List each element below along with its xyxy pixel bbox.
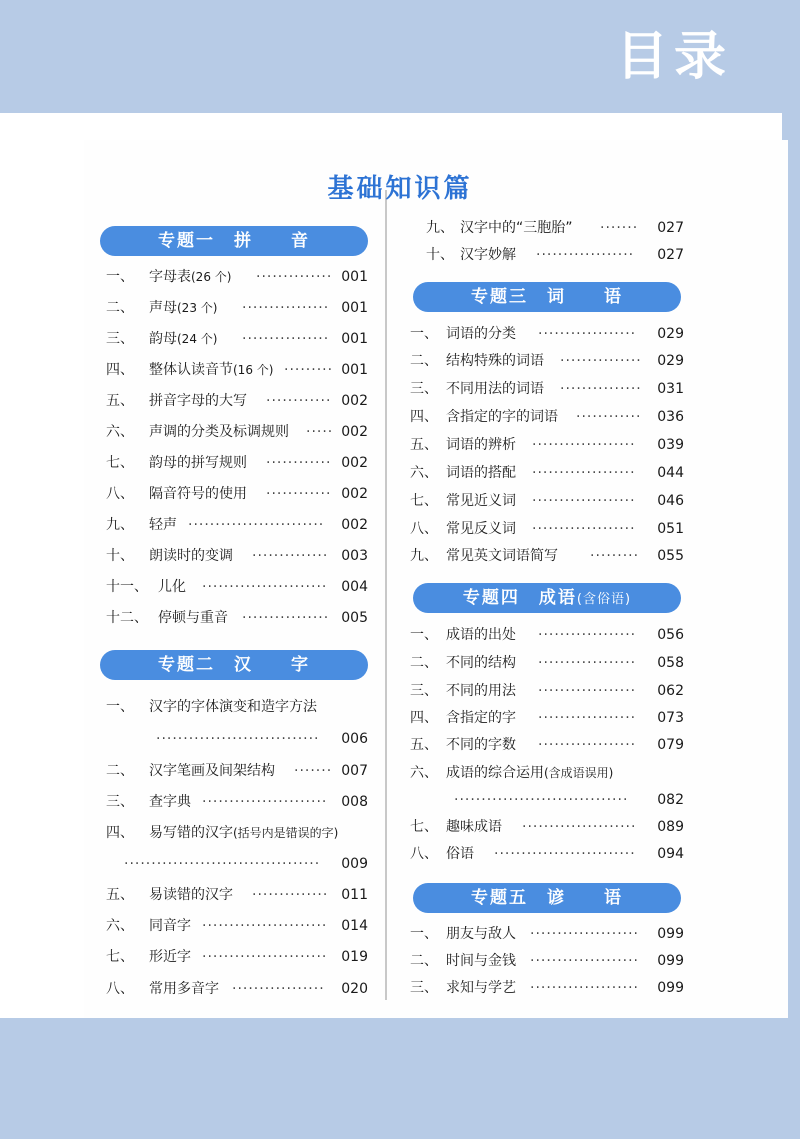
leader-dots: ·······	[600, 220, 639, 236]
leader-dots: ··················	[538, 326, 637, 342]
entry-label: 词语的搭配	[446, 465, 516, 481]
leader-dots: ················	[242, 331, 330, 347]
entry-page: 073	[657, 710, 684, 726]
entry-number: 五、	[410, 437, 438, 453]
toc-entry-continued[interactable]	[106, 728, 368, 750]
entry-number: 一、	[410, 926, 438, 942]
entry-page: 079	[657, 737, 684, 753]
leader-dots: ···················	[532, 521, 636, 537]
leader-dots: ·········	[590, 548, 640, 564]
entry-number: 九、	[426, 220, 454, 236]
toc-entry[interactable]	[106, 822, 368, 844]
topic-header-3[interactable]	[413, 282, 681, 312]
entry-page: 005	[341, 610, 368, 626]
entry-number: 一、	[410, 326, 438, 342]
entry-page: 027	[657, 220, 684, 236]
section-title: 基础知识篇	[327, 174, 473, 204]
leader-dots: ····································	[124, 856, 321, 872]
leader-dots: ··················	[538, 737, 637, 753]
entry-label: 词语的分类	[446, 326, 516, 342]
entry-page: 001	[341, 331, 368, 347]
entry-page: 055	[657, 548, 684, 564]
entry-title	[149, 297, 217, 319]
topic-header-label: 专题三 词 语	[471, 287, 623, 307]
leader-dots: ················	[242, 610, 330, 626]
toc-entry[interactable]	[106, 946, 368, 968]
leader-dots: ··············	[252, 887, 329, 903]
entry-number: 二、	[410, 953, 438, 969]
entry-label: 查字典	[149, 794, 191, 810]
entry-page: 039	[657, 437, 684, 453]
toc-entry[interactable]	[106, 328, 368, 350]
entry-label: 不同的用法	[446, 683, 516, 699]
entry-page: 002	[341, 424, 368, 440]
leader-dots: ··················	[538, 683, 637, 699]
entry-page: 099	[657, 980, 684, 996]
leader-dots: ··················	[536, 247, 635, 263]
entry-label: 常见近义词	[446, 493, 516, 509]
entry-label: 韵母	[149, 331, 177, 347]
leader-dots: ·························	[188, 517, 325, 533]
entry-page: 002	[341, 455, 368, 471]
entry-page: 099	[657, 926, 684, 942]
toc-entry[interactable]	[410, 434, 684, 456]
entry-label: 含指定的字	[446, 710, 516, 726]
entry-page: 020	[341, 981, 368, 997]
entry-page: 001	[341, 300, 368, 316]
leader-dots: ············	[266, 455, 332, 471]
toc-entry[interactable]	[106, 483, 368, 505]
entry-label: 汉字妙解	[460, 247, 516, 263]
topic-header-5[interactable]	[413, 883, 681, 913]
entry-note: (23 个)	[177, 301, 218, 315]
entry-number: 九、	[106, 517, 134, 533]
entry-label: 常见反义词	[446, 521, 516, 537]
entry-page: 036	[657, 409, 684, 425]
entry-page: 099	[657, 953, 684, 969]
entry-number: 八、	[410, 521, 438, 537]
toc-entry[interactable]	[410, 950, 684, 972]
leader-dots: ····················	[530, 926, 640, 942]
toc-entry[interactable]	[106, 760, 368, 782]
entry-label: 韵母的拼写规则	[149, 455, 247, 471]
entry-label: 整体认读音节	[149, 362, 233, 378]
leader-dots: ···················	[532, 437, 636, 453]
leader-dots: ··················	[538, 627, 637, 643]
entry-number: 三、	[410, 683, 438, 699]
column-divider	[385, 190, 387, 1000]
leader-dots: ··························	[494, 846, 636, 862]
topic-header-2[interactable]	[100, 650, 368, 680]
toc-entry[interactable]	[106, 266, 368, 288]
entry-page: 046	[657, 493, 684, 509]
entry-page: 002	[341, 393, 368, 409]
entry-title	[149, 822, 338, 844]
entry-page: 027	[657, 247, 684, 263]
toc-entry[interactable]	[410, 652, 684, 674]
entry-label: 汉字的字体演变和造字方法	[149, 699, 317, 715]
leader-dots: ···············	[560, 381, 642, 397]
entry-number: 二、	[106, 763, 134, 779]
toc-entry[interactable]	[410, 244, 684, 266]
entry-note: (24 个)	[177, 332, 218, 346]
toc-entry[interactable]	[106, 545, 368, 567]
toc-entry[interactable]	[106, 884, 368, 906]
leader-dots: ··············	[252, 548, 329, 564]
toc-entry[interactable]	[410, 977, 684, 999]
entry-number: 十一、	[106, 579, 148, 595]
entry-page: 019	[341, 949, 368, 965]
entry-label: 成语的综合运用	[446, 765, 544, 781]
entry-number: 六、	[106, 424, 134, 440]
entry-label: 停顿与重音	[158, 610, 228, 626]
entry-page: 001	[341, 269, 368, 285]
entry-number: 四、	[106, 825, 134, 841]
toc-title: 目录	[615, 27, 732, 87]
entry-label: 趣味成语	[446, 819, 502, 835]
entry-label: 轻声	[149, 517, 177, 533]
entry-number: 六、	[106, 918, 134, 934]
toc-entry[interactable]	[106, 452, 368, 474]
leader-dots: ·········	[284, 362, 334, 378]
entry-label: 俗语	[446, 846, 474, 862]
leader-dots: ············	[576, 409, 642, 425]
entry-number: 七、	[106, 455, 134, 471]
toc-entry[interactable]	[106, 915, 368, 937]
toc-entry[interactable]	[410, 490, 684, 512]
toc-entry[interactable]	[410, 378, 684, 400]
toc-entry[interactable]	[410, 406, 684, 428]
entry-number: 五、	[410, 737, 438, 753]
entry-page: 089	[657, 819, 684, 835]
entry-number: 三、	[106, 794, 134, 810]
entry-number: 三、	[410, 381, 438, 397]
toc-entry[interactable]	[410, 762, 684, 784]
leader-dots: ·····················	[522, 819, 637, 835]
entry-label: 常见英文词语简写	[446, 548, 558, 564]
entry-number: 三、	[410, 980, 438, 996]
entry-label: 成语的出处	[446, 627, 516, 643]
entry-number: 五、	[106, 393, 134, 409]
entry-note: (16 个)	[233, 363, 274, 377]
entry-number: 三、	[106, 331, 134, 347]
toc-entry[interactable]	[410, 323, 684, 345]
entry-page: 008	[341, 794, 368, 810]
entry-number: 十二、	[106, 610, 148, 626]
leader-dots: ·····	[306, 424, 334, 440]
entry-number: 五、	[106, 887, 134, 903]
entry-label: 拼音字母的大写	[149, 393, 247, 409]
leader-dots: ····················	[530, 953, 640, 969]
entry-title	[149, 359, 273, 381]
entry-label: 儿化	[158, 579, 186, 595]
toc-entry[interactable]	[410, 734, 684, 756]
entry-title	[149, 328, 217, 350]
entry-number: 七、	[410, 819, 438, 835]
topic-header-label: 专题一 拼 音	[158, 231, 310, 251]
leader-dots: ··············	[256, 269, 333, 285]
toc-entry[interactable]	[410, 707, 684, 729]
leader-dots: ····················	[530, 980, 640, 996]
entry-label: 隔音符号的使用	[149, 486, 247, 502]
toc-entry[interactable]	[410, 518, 684, 540]
entry-label: 常用多音字	[149, 981, 219, 997]
entry-number: 六、	[410, 765, 438, 781]
leader-dots: ·······················	[202, 918, 328, 934]
entry-page: 003	[341, 548, 368, 564]
toc-entry[interactable]	[410, 350, 684, 372]
entry-label: 字母表	[149, 269, 191, 285]
entry-page: 031	[657, 381, 684, 397]
toc-entry[interactable]	[106, 576, 368, 598]
leader-dots: ································	[454, 792, 629, 808]
entry-number: 八、	[106, 981, 134, 997]
entry-number: 七、	[106, 949, 134, 965]
entry-page: 007	[341, 763, 368, 779]
entry-note: (含成语误用)	[544, 766, 614, 780]
leader-dots: ···················	[532, 493, 636, 509]
entry-page: 006	[341, 731, 368, 747]
toc-entry-continued[interactable]	[410, 789, 684, 811]
toc-entry[interactable]	[410, 680, 684, 702]
entry-number: 一、	[410, 627, 438, 643]
entry-label: 求知与学艺	[446, 980, 516, 996]
entry-label: 不同的结构	[446, 655, 516, 671]
entry-label: 声母	[149, 300, 177, 316]
entry-page: 082	[657, 792, 684, 808]
entry-page: 002	[341, 486, 368, 502]
leader-dots: ··················	[538, 710, 637, 726]
entry-number: 四、	[410, 409, 438, 425]
entry-number: 二、	[410, 655, 438, 671]
toc-entry[interactable]	[410, 545, 684, 567]
entry-page: 014	[341, 918, 368, 934]
entry-page: 062	[657, 683, 684, 699]
entry-page: 056	[657, 627, 684, 643]
entry-label: 朗读时的变调	[149, 548, 233, 564]
leader-dots: ·················	[232, 981, 325, 997]
entry-page: 004	[341, 579, 368, 595]
toc-entry[interactable]	[106, 607, 368, 629]
topic-header-label: 专题五 谚 语	[471, 888, 623, 908]
entry-label: 结构特殊的词语	[446, 353, 544, 369]
topic-header-label: 专题四 成语	[462, 588, 577, 608]
entry-label: 形近字	[149, 949, 191, 965]
toc-entry-continued[interactable]	[106, 853, 368, 875]
entry-label: 声调的分类及标调规则	[149, 424, 289, 440]
entry-page: 011	[341, 887, 368, 903]
entry-label: 汉字中的“三胞胎”	[460, 220, 573, 236]
leader-dots: ················	[242, 300, 330, 316]
toc-entry[interactable]	[106, 359, 368, 381]
entry-page: 002	[341, 517, 368, 533]
leader-dots: ···················	[532, 465, 636, 481]
entry-number: 二、	[106, 300, 134, 316]
entry-label: 词语的辨析	[446, 437, 516, 453]
entry-number: 四、	[106, 362, 134, 378]
entry-label: 同音字	[149, 918, 191, 934]
toc-entry[interactable]	[410, 217, 684, 239]
entry-label: 朋友与敌人	[446, 926, 516, 942]
entry-title	[446, 762, 613, 784]
leader-dots: ·······················	[202, 579, 328, 595]
toc-entry[interactable]	[410, 816, 684, 838]
leader-dots: ··················	[538, 655, 637, 671]
entry-label: 易写错的汉字	[149, 825, 233, 841]
toc-entry[interactable]	[106, 421, 368, 443]
leader-dots: ············	[266, 486, 332, 502]
entry-page: 044	[657, 465, 684, 481]
entry-number: 七、	[410, 493, 438, 509]
entry-note: (括号内是错误的字)	[233, 826, 339, 840]
leader-dots: ·······	[294, 763, 333, 779]
topic-header-sub: (含俗语)	[576, 592, 632, 607]
entry-title	[149, 266, 231, 288]
topic-header-label: 专题二 汉 字	[158, 655, 310, 675]
entry-label: 汉字笔画及间架结构	[149, 763, 275, 779]
toc-entry[interactable]	[106, 978, 368, 1000]
entry-page: 009	[341, 856, 368, 872]
entry-page: 058	[657, 655, 684, 671]
bottom-band	[0, 1018, 800, 1139]
entry-number: 八、	[410, 846, 438, 862]
entry-number: 四、	[410, 710, 438, 726]
leader-dots: ·······················	[202, 949, 328, 965]
toc-entry[interactable]	[106, 791, 368, 813]
entry-number: 一、	[106, 269, 134, 285]
toc-entry[interactable]	[106, 297, 368, 319]
entry-number: 八、	[106, 486, 134, 502]
entry-label: 含指定的字的词语	[446, 409, 558, 425]
toc-entry[interactable]	[410, 624, 684, 646]
leader-dots: ·······················	[202, 794, 328, 810]
entry-page: 029	[657, 353, 684, 369]
entry-number: 二、	[410, 353, 438, 369]
entry-number: 九、	[410, 548, 438, 564]
toc-entry[interactable]	[410, 462, 684, 484]
entry-label: 易读错的汉字	[149, 887, 233, 903]
leader-dots: ······························	[156, 731, 320, 747]
toc-entry[interactable]	[106, 514, 368, 536]
entry-label: 不同的字数	[446, 737, 516, 753]
entry-note: (26 个)	[191, 270, 232, 284]
entry-label: 时间与金钱	[446, 953, 516, 969]
toc-entry[interactable]	[410, 843, 684, 865]
topic-header-1[interactable]	[100, 226, 368, 256]
entry-page: 001	[341, 362, 368, 378]
topic-header-4[interactable]	[413, 583, 681, 613]
entry-page: 051	[657, 521, 684, 537]
leader-dots: ···············	[560, 353, 642, 369]
toc-entry[interactable]	[410, 923, 684, 945]
leader-dots: ············	[266, 393, 332, 409]
toc-entry[interactable]	[106, 696, 368, 718]
entry-page: 094	[657, 846, 684, 862]
entry-number: 一、	[106, 699, 134, 715]
entry-number: 十、	[426, 247, 454, 263]
toc-entry[interactable]	[106, 390, 368, 412]
entry-label: 不同用法的词语	[446, 381, 544, 397]
entry-number: 六、	[410, 465, 438, 481]
entry-page: 029	[657, 326, 684, 342]
entry-number: 十、	[106, 548, 134, 564]
